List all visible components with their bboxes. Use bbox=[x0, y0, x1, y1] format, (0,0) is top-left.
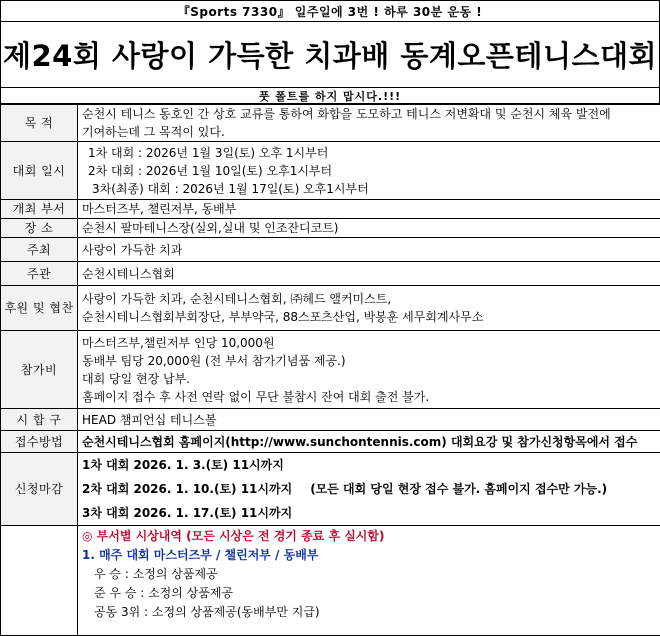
awards-row bbox=[1, 526, 660, 636]
venue-value: 순천시 팔마테니스장(실외,실내 및 인조잔디코트) bbox=[78, 219, 660, 238]
awards-item: 공동 3위 : 소정의 상품제공(동배부만 지급) bbox=[82, 603, 656, 622]
ball-label: 시 합 구 bbox=[1, 409, 78, 431]
slogan-banner: 『Sports 7330』 일주일에 3번 ! 하루 30분 운동 ! bbox=[0, 0, 660, 22]
purpose-line: 기여하는데 그 목적이 있다. bbox=[82, 123, 656, 141]
info-table bbox=[0, 104, 660, 636]
fee-label: 참가비 bbox=[1, 331, 78, 409]
host-value: 사랑이 가득한 치과 bbox=[78, 238, 660, 262]
deadline-line bbox=[82, 477, 656, 501]
page-title: 제24회 사랑이 가득한 치과배 동계오픈테니스대회 bbox=[0, 22, 660, 88]
registration-value: 순천시테니스협회 홈페이지(http://www.sunchontennis.com) 대회요강 및 참가신청항목에서 접수 bbox=[78, 431, 660, 453]
deadline-label: 신청마감 bbox=[1, 453, 78, 526]
sponsors-value bbox=[78, 286, 660, 331]
sponsors-line: 사랑이 가득한 치과, 순천시테니스협회, ㈜헤드 앨커미스트, bbox=[82, 290, 656, 308]
fee-row bbox=[1, 331, 660, 409]
notice-bar: 풋 폴트를 하지 맙시다.!!! bbox=[0, 88, 660, 104]
awards-item: 우 승 : 소정의 상품제공 bbox=[82, 565, 656, 584]
fee-line: 홈페이지 접수 후 사전 연락 없이 무단 불참시 잔여 대회 출전 불가. bbox=[82, 388, 656, 406]
deadline-row bbox=[1, 453, 660, 526]
organizer-label: 주관 bbox=[1, 262, 78, 286]
sponsors-label: 후원 및 협찬 bbox=[1, 286, 78, 331]
deadline-note: (모든 대회 당일 현장 접수 불가. 홈페이지 접수만 가능.) bbox=[310, 482, 607, 496]
registration-row bbox=[1, 431, 660, 453]
deadline-line: 3차 대회 2026. 1. 17.(토) 11시까지 bbox=[82, 501, 656, 525]
divisions-row bbox=[1, 200, 660, 219]
schedule-label: 대회 일시 bbox=[1, 142, 78, 200]
awards-value bbox=[78, 526, 660, 636]
ball-value: HEAD 챔피언십 테니스볼 bbox=[78, 409, 660, 431]
divisions-label: 개최 부서 bbox=[1, 200, 78, 219]
deadline-line-text: 2차 대회 2026. 1. 10.(토) 11시까지 bbox=[82, 482, 292, 496]
fee-value bbox=[78, 331, 660, 409]
purpose-line: 순천시 테니스 동호인 간 상호 교류를 통하여 화합을 도모하고 테니스 저변확대 및 순천시 체육 발전에 bbox=[82, 105, 656, 123]
registration-label: 접수방법 bbox=[1, 431, 78, 453]
schedule-row bbox=[1, 142, 660, 200]
ball-row bbox=[1, 409, 660, 431]
schedule-line: 2차 대회 : 2026년 1월 10일(토) 오후1시부터 bbox=[82, 162, 656, 180]
fee-line: 동배부 팀당 20,000원 (전 부서 참가기념품 제공.) bbox=[82, 352, 656, 370]
fee-line: 마스터즈부,챌린저부 인당 10,000원 bbox=[82, 334, 656, 352]
deadline-line: 1차 대회 2026. 1. 3.(토) 11시까지 bbox=[82, 453, 656, 477]
venue-row bbox=[1, 219, 660, 238]
awards-label bbox=[1, 526, 78, 636]
awards-item: 준 우 승 : 소정의 상품제공 bbox=[82, 584, 656, 603]
purpose-row bbox=[1, 105, 660, 142]
venue-label: 장 소 bbox=[1, 219, 78, 238]
deadline-value bbox=[78, 453, 660, 526]
organizer-row bbox=[1, 262, 660, 286]
sponsors-row bbox=[1, 286, 660, 331]
divisions-value: 마스터즈부, 챌린저부, 동배부 bbox=[78, 200, 660, 219]
host-row bbox=[1, 238, 660, 262]
host-label: 주최 bbox=[1, 238, 78, 262]
awards-heading: ◎ 부서별 시상내역 (모든 시상은 전 경기 종료 후 실시함) bbox=[82, 527, 656, 546]
sponsors-line: 순천시테니스협회부회장단, 부부약국, 88스포츠산업, 박봉훈 세무회계사무소 bbox=[82, 308, 656, 326]
fee-line: 대회 당일 현장 납부. bbox=[82, 370, 656, 388]
schedule-line: 1차 대회 : 2026년 1월 3일(토) 오후 1시부터 bbox=[82, 144, 656, 162]
awards-subheading: 1. 매주 대회 마스터즈부 / 챌린저부 / 동배부 bbox=[82, 546, 656, 565]
schedule-line: 3차(최종) 대회 : 2026년 1월 17일(토) 오후1시부터 bbox=[82, 180, 656, 198]
organizer-value: 순천시테니스협회 bbox=[78, 262, 660, 286]
schedule-value bbox=[78, 142, 660, 200]
purpose-label: 목 적 bbox=[1, 105, 78, 142]
purpose-value bbox=[78, 105, 660, 142]
